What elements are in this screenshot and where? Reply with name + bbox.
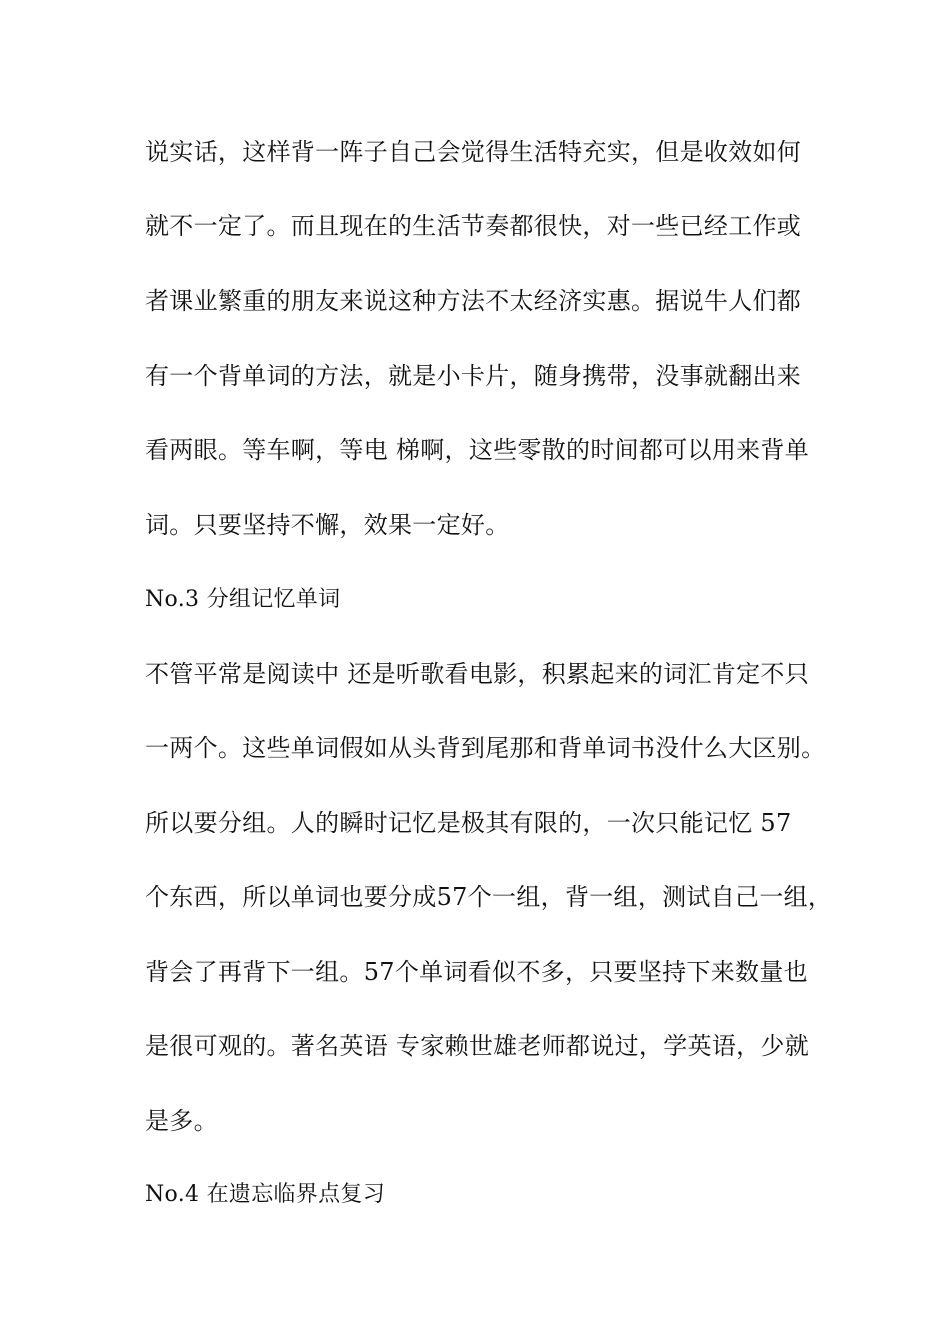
paragraph-line: 看两眼。等车啊，等电 梯啊，这些零散的时间都可以用来背单 [145,436,810,464]
paragraph-line: 是多。 [145,1107,218,1135]
paragraph-line: 说实话，这样背一阵子自己会觉得生活特充实，但是收效如何 [145,138,802,166]
paragraph-line: 是很可观的。著名英语 专家赖世雄老师都说过，学英语，少就 [145,1032,810,1060]
paragraph-line: 有一个背单词的方法，就是小卡片，随身携带，没事就翻出来 [145,362,802,390]
paragraph-line: 个东西，所以单词也要分成57个一组，背一组，测试自己一组， [145,883,833,911]
paragraph-line: 一两个。这些单词假如从头背到尾那和背单词书没什么大区别。 [145,734,826,762]
paragraph-line: 不管平常是阅读中 还是听歌看电影，积累起来的词汇肯定不只 [145,660,810,688]
section-heading: No.4 在遗忘临界点复习 [145,1182,385,1207]
paragraph-line: 者课业繁重的朋友来说这种方法不太经济实惠。据说牛人们都 [145,287,802,315]
paragraph-line: 背会了再背下一组。57个单词看似不多，只要坚持下来数量也 [145,958,808,986]
paragraph-line: 所以要分组。人的瞬时记忆是极其有限的，一次只能记忆 57 [145,809,792,837]
section-heading: No.3 分组记忆单词 [145,587,341,612]
paragraph-line: 就不一定了。而且现在的生活节奏都很快，对一些已经工作或 [145,212,802,240]
paragraph-line: 词。只要坚持不懈，效果一定好。 [145,511,510,539]
